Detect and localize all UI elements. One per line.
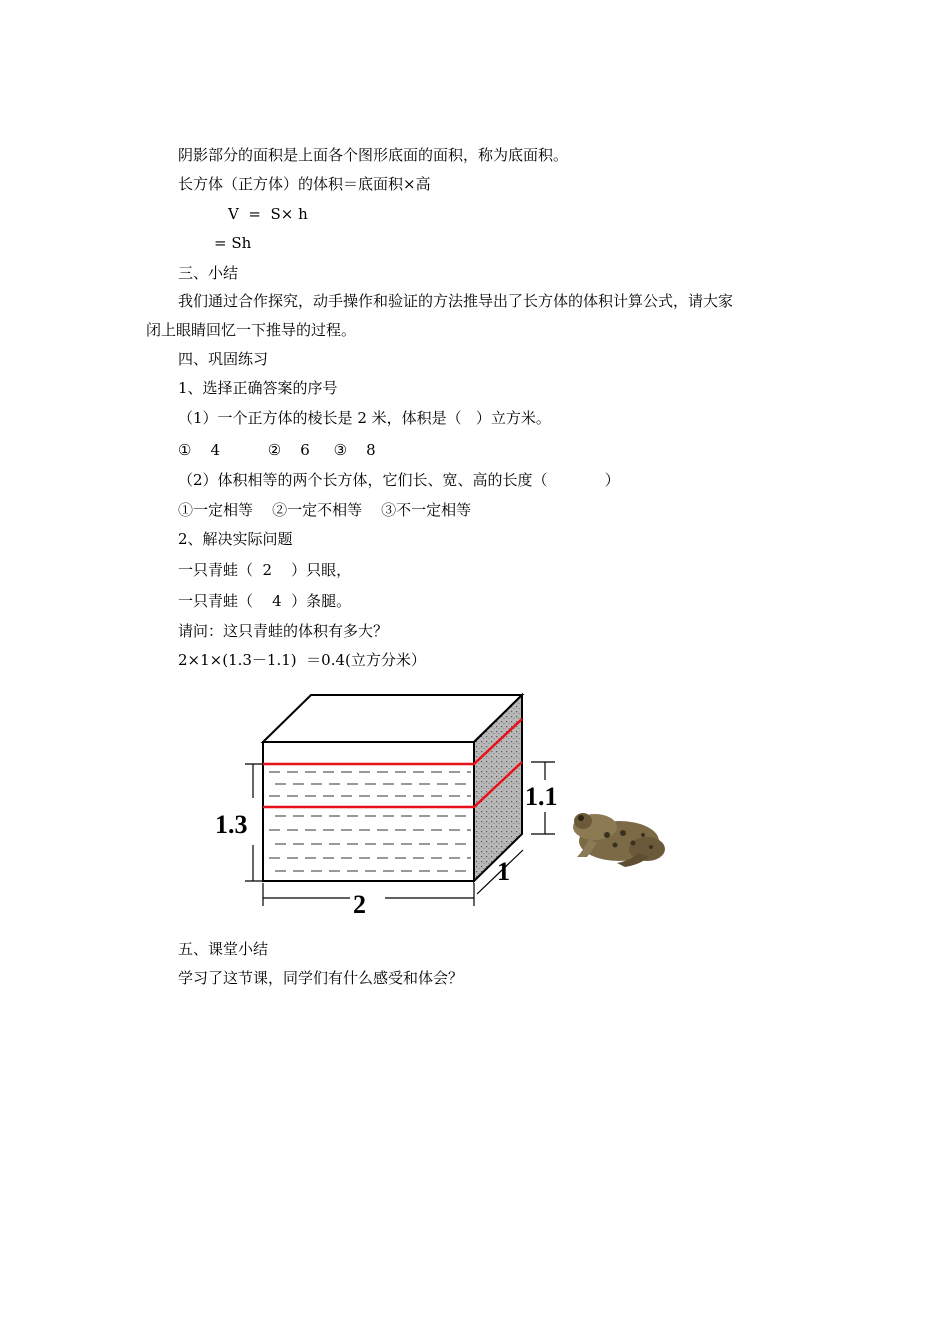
frog-eyes-line: 一只青蛙（ 2 ）只眼，	[178, 561, 352, 579]
exercise1-question1-options: ① 4 ② 6 ③ 8	[178, 441, 376, 459]
calculation-line: 2×1×(1.3－1.1) ＝0.4(立方分米）	[178, 651, 426, 669]
label-width: 1	[497, 857, 510, 886]
line-shadow-area: 阴影部分的面积是上面各个图形底面的面积，称为底面积。	[178, 146, 569, 164]
exercise1-question2-options: ①一定相等 ②一定不相等 ③不一定相等	[178, 501, 472, 519]
summary-paragraph-1: 我们通过合作探究，动手操作和验证的方法推导出了长方体的体积计算公式，请大家	[178, 292, 734, 310]
label-length: 2	[353, 890, 366, 919]
final-question: 学习了这节课，同学们有什么感受和体会？	[178, 969, 464, 987]
frog-legs-line: 一只青蛙（ 4 ）条腿。	[178, 592, 352, 610]
formula-v: V = S× h	[228, 205, 308, 223]
label-water-height: 1.1	[525, 782, 558, 811]
length-dimension	[263, 883, 474, 906]
line-cuboid-formula: 长方体（正方体）的体积＝底面积×高	[178, 175, 431, 193]
frog-illustration	[573, 813, 665, 867]
section4-title: 四、巩固练习	[178, 350, 269, 368]
frog-question: 请问：这只青蛙的体积有多大？	[178, 622, 389, 640]
exercise1-title: 1、选择正确答案的序号	[178, 379, 338, 397]
exercise1-question2: （2）体积相等的两个长方体，它们长、宽、高的长度（ ）	[178, 471, 620, 489]
summary-paragraph-2: 闭上眼睛回忆一下推导的过程。	[146, 321, 357, 339]
exercise1-question1: （1）一个正方体的棱长是 2 米，体积是（ ）立方米。	[178, 409, 551, 427]
exercise2-title: 2、解决实际问题	[178, 530, 293, 548]
formula-sh: = Sh	[214, 234, 252, 252]
cuboid-shape	[263, 695, 522, 881]
label-height: 1.3	[215, 810, 248, 839]
section3-title: 三、小结	[178, 264, 239, 282]
cuboid-water-diagram	[205, 690, 685, 920]
height-dimension	[245, 764, 263, 881]
section5-title: 五、课堂小结	[178, 940, 269, 958]
